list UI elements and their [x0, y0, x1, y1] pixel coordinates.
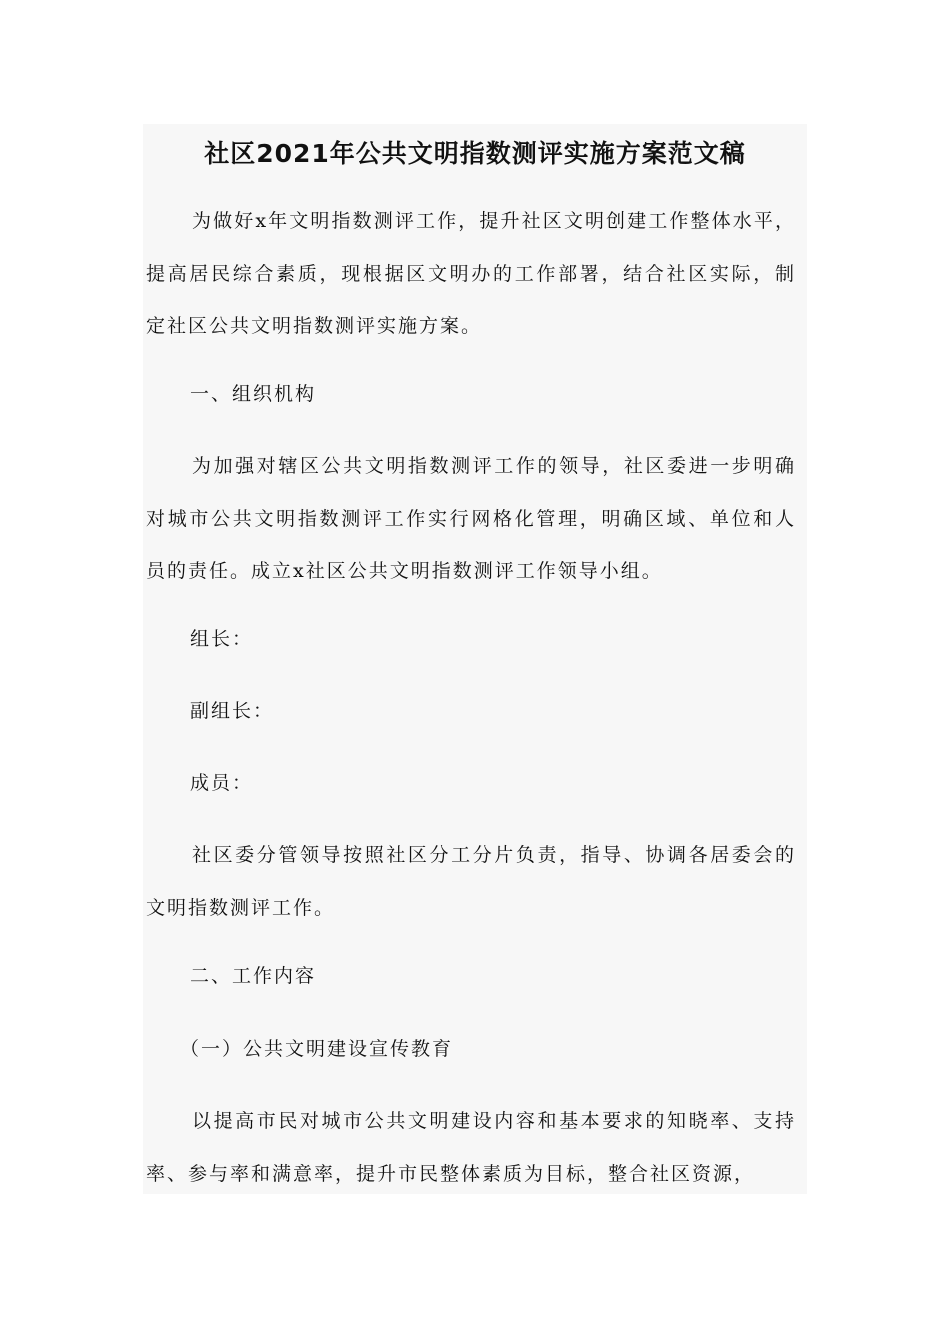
section-heading-work-content: 二、工作内容	[190, 965, 317, 987]
subsection-heading-publicity: （一）公共文明建设宣传教育	[180, 1038, 454, 1060]
section-heading-organization: 一、组织机构	[190, 383, 317, 405]
members-label: 成员：	[190, 772, 254, 794]
document-title: 社区2021年公共文明指数测评实施方案范文稿	[204, 139, 746, 168]
deputy-leader-label: 副组长：	[190, 700, 275, 722]
leader-label: 组长：	[190, 628, 254, 650]
organization-paragraph: 为加强对辖区公共文明指数测评工作的领导，社区委进一步明确对城市公共文明指数测评工作实行网格化管理，明确区域、单位和人员的责任。成立x社区公共文明指数测评工作领导小组。	[146, 455, 796, 582]
responsibility-paragraph: 社区委分管领导按照社区分工分片负责，指导、协调各居委会的文明指数测评工作。	[146, 844, 796, 919]
publicity-paragraph: 以提高市民对城市公共文明建设内容和基本要求的知晓率、支持率、参与率和满意率，提升市民整体素质为目标，整合社区资源，	[146, 1110, 796, 1185]
intro-paragraph: 为做好x年文明指数测评工作，提升社区文明创建工作整体水平，提高居民综合素质，现根据区文明办的工作部署，结合社区实际，制定社区公共文明指数测评实施方案。	[146, 210, 796, 337]
